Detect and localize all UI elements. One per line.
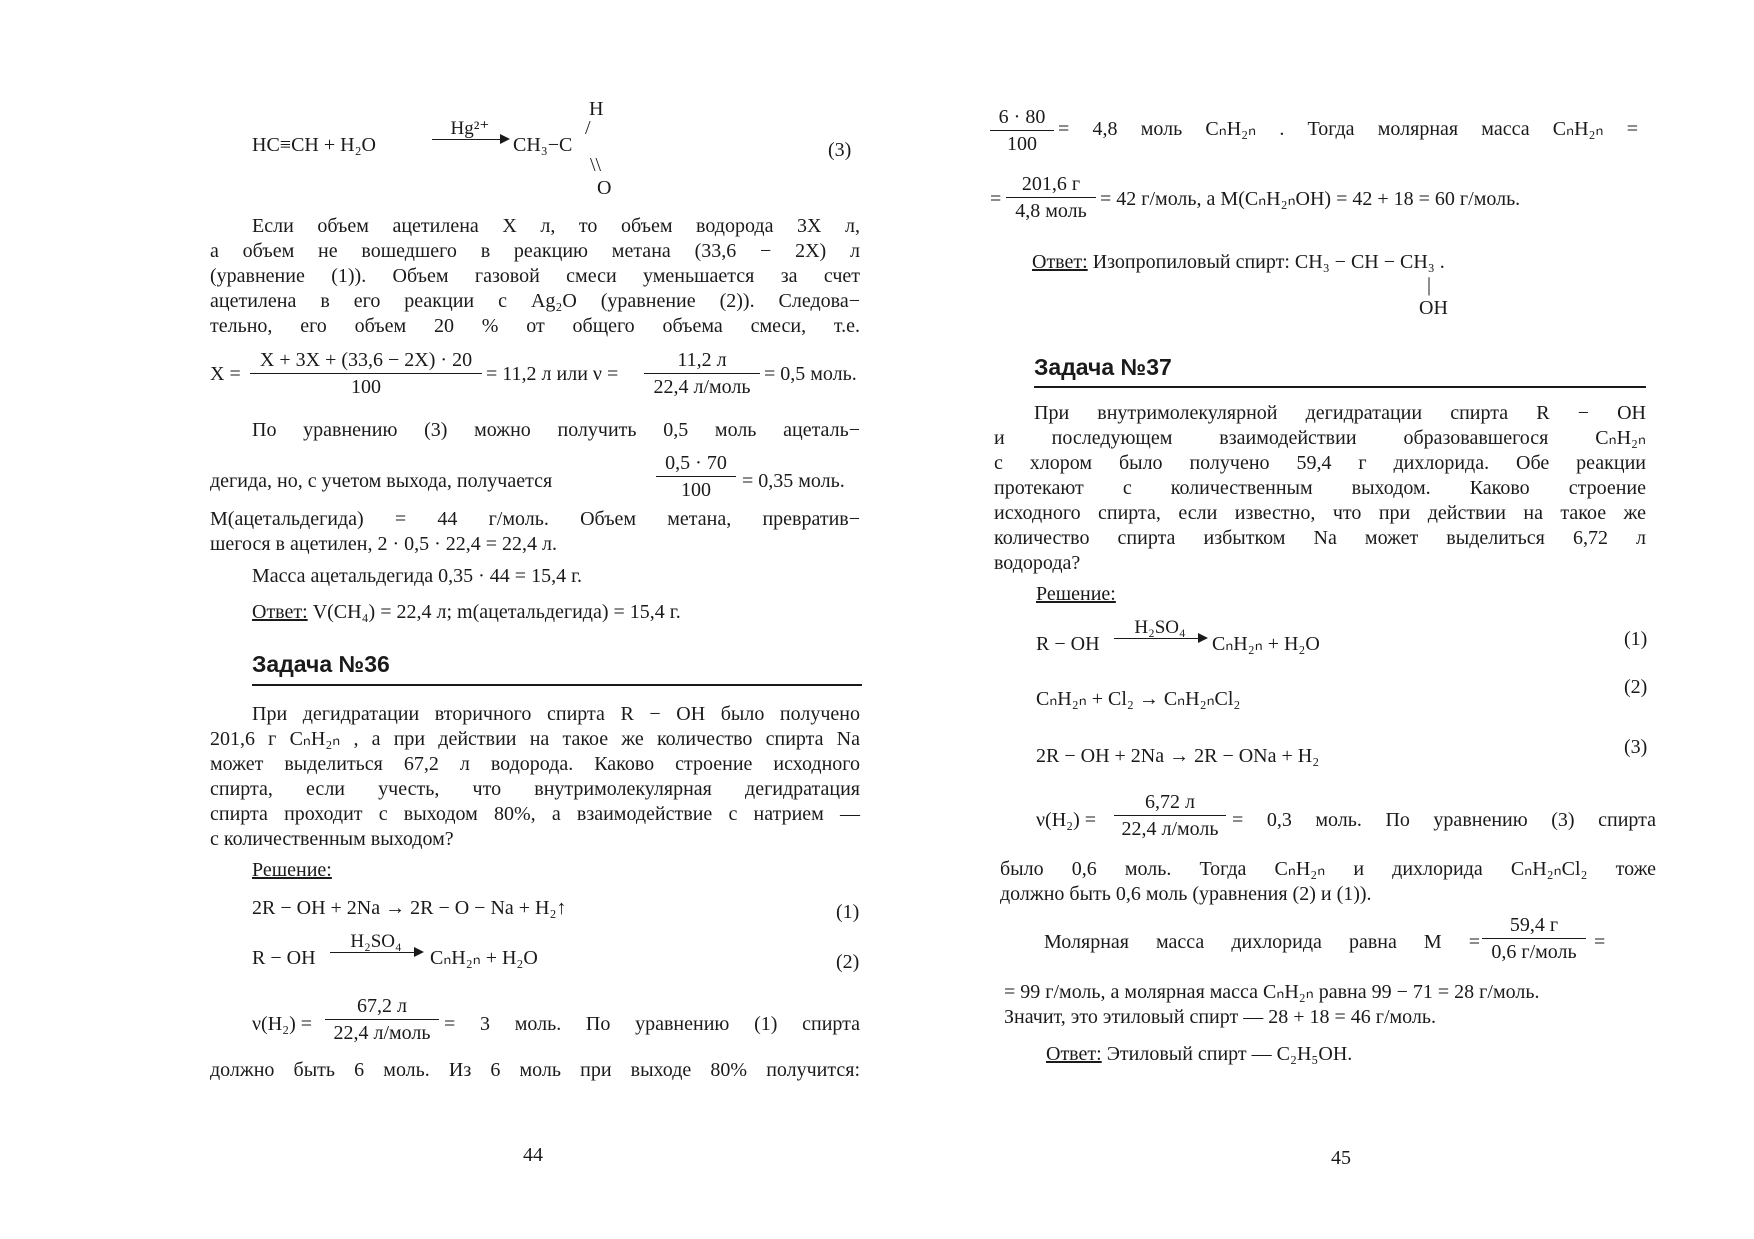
reaction-2-catalyst: H₂SO₄	[350, 931, 402, 952]
molar-fraction	[1006, 173, 1096, 222]
answer1-oh: OH	[1419, 297, 1448, 319]
yield-fraction	[656, 452, 736, 501]
answer1-text: Изопропиловый спирт: CH₃ − CH − CH₃ .	[1087, 251, 1445, 273]
calc1-v-denominator: 22,4 л/моль	[653, 376, 751, 398]
molar-mass-fraction	[1482, 914, 1586, 963]
nu-fraction	[325, 995, 439, 1044]
task37-line: количество спирта избытком Na может выделиться 6,72 л	[994, 527, 1646, 549]
right-top-tail: = 4,8 моль CₙH₂ₙ . Тогда молярная масса CₙH₂ₙ =	[1058, 118, 1638, 140]
molar-mass-lhs: Молярная масса дихлорида равна M =	[1044, 931, 1480, 953]
nu-lhs: ν(H₂) =	[252, 1013, 313, 1035]
left-p1-line: Если объем ацетилена X л, то объем водорода 3X л,	[252, 215, 860, 237]
left-p1-line: ацетилена в его реакции с Ag₂O (уравнение (2)). Следова−	[210, 290, 860, 312]
left-p4: Масса ацетальдегида 0,35 · 44 = 15,4 г.	[252, 565, 583, 587]
r37-1-catalyst: H₂SO₄	[1134, 617, 1186, 638]
yield-tail: = 0,35 моль.	[742, 470, 845, 492]
reaction-2-arrow	[330, 932, 422, 953]
task36-line: может выделиться 67,2 л водорода. Каково строение исходного	[210, 753, 860, 775]
eq3-o: O	[597, 177, 612, 199]
right-top-numerator: 6 · 80	[990, 106, 1054, 131]
calc1-x-fraction	[250, 349, 482, 398]
nu37-fraction	[1114, 791, 1226, 840]
task37-line: с хлором было получено 59,4 г дихлорида. Обе реакции	[994, 452, 1646, 474]
task37-line: и последующем взаимодействии образовавшегося CₙH₂ₙ	[994, 427, 1646, 449]
task37-title: Задача №37	[1034, 354, 1172, 380]
reaction-2-rhs: CₙH₂ₙ + H₂O	[430, 947, 538, 969]
yield-numerator: 0,5 · 70	[656, 452, 736, 477]
molar-denominator: 4,8 моль	[1015, 200, 1087, 222]
left-p3-line2: шегося в ацетилен, 2 · 0,5 · 22,4 = 22,4 л.	[210, 533, 558, 555]
calc1-x-numerator: X + 3X + (33,6 − 2X) · 20	[250, 349, 482, 374]
r37-1-rhs: CₙH₂ₙ + H₂O	[1212, 633, 1320, 655]
left-p1-line: (уравнение (1)). Объем газовой смеси уменьшается за счет	[210, 265, 860, 287]
nu-denominator: 22,4 л/моль	[333, 1022, 431, 1044]
right-p2-line: = 99 г/моль, а молярная масса CₙH₂ₙ равна 99 − 71 = 28 г/моль.	[1004, 981, 1540, 1003]
task36-line: с количественным выходом?	[210, 828, 454, 850]
nu37-denominator: 22,4 л/моль	[1121, 818, 1219, 840]
calc1-x-denominator: 100	[351, 376, 381, 398]
nu-tail: = 3 моль. По уравнению (1) спирта	[444, 1013, 860, 1035]
page-number-left: 44	[523, 1144, 543, 1166]
nu37-lhs: ν(H₂) =	[1036, 809, 1097, 831]
nu37-tail: = 0,3 моль. По уравнению (3) спирта	[1232, 809, 1656, 831]
task36-divider	[252, 684, 862, 686]
molar-tail: = 42 г/моль, а M(CₙH₂ₙOH) = 42 + 18 = 60 г/моль.	[1100, 188, 1521, 210]
answer2-text: Этиловый спирт — C₂H₅OH.	[1101, 1043, 1353, 1065]
left-p2-line2: дегида, но, с учетом выхода, получается	[210, 470, 553, 492]
left-last-line: должно быть 6 моль. Из 6 моль при выходе 80% получится:	[210, 1059, 860, 1081]
eq3-catalyst: Hg²⁺	[450, 118, 490, 139]
eq3-arrow	[432, 119, 508, 140]
right-p2-line: Значит, это этиловый спирт — 28 + 18 = 46 г/моль.	[1004, 1006, 1437, 1028]
task36-line: спирта, если учесть, что внутримолекулярная дегидратация	[210, 778, 860, 800]
reaction-2-number: (2)	[836, 951, 860, 973]
task37-line: водорода?	[994, 552, 1081, 574]
task37-line: При внутримолекулярной дегидратации спирта R − OH	[1034, 402, 1646, 424]
reaction-2-lhs: R − OH	[252, 947, 316, 969]
molar-mass-numerator: 59,4 г	[1482, 914, 1586, 939]
task36-line: При дегидратации вторичного спирта R − OH было получено	[252, 703, 860, 725]
right-top-fraction	[990, 106, 1054, 155]
reaction-1: 2R − OH + 2Na → 2R − O − Na + H₂↑	[252, 897, 567, 919]
task37-line: протекают с количественным выходом. Каково строение	[994, 477, 1646, 499]
molar-eq: =	[990, 188, 1002, 210]
r37-3-number: (3)	[1624, 736, 1648, 758]
nu37-numerator: 6,72 л	[1114, 791, 1226, 816]
eq3-rhs: CH₃−C	[513, 134, 573, 156]
r37-2: CₙH₂ₙ + Cl₂ → CₙH₂ₙCl₂	[1036, 688, 1241, 710]
solution-label-right: Решение:	[1036, 583, 1116, 605]
right-p1-line: должно быть 0,6 моль (уравнения (2) и (1)).	[1000, 883, 1372, 905]
answer1-label: Ответ:	[1032, 251, 1088, 273]
answer-label: Ответ:	[252, 601, 308, 623]
reaction-1-number: (1)	[836, 901, 860, 923]
left-p2-line1: По уравнению (3) можно получить 0,5 моль ацеталь−	[252, 419, 860, 441]
solution-label: Решение:	[252, 859, 332, 881]
calc1-x-eq: X =	[210, 363, 241, 385]
answer-37-prev	[1032, 250, 1445, 274]
eq3-number: (3)	[828, 139, 852, 161]
page-number-right: 45	[1331, 1147, 1351, 1169]
molar-mass-tail: =	[1594, 931, 1606, 953]
nu-numerator: 67,2 л	[325, 995, 439, 1020]
right-top-denominator: 100	[1007, 133, 1037, 155]
task36-title: Задача №36	[252, 651, 390, 677]
calc1-tail: = 0,5 моль.	[764, 363, 857, 385]
eq3-h: H	[589, 98, 604, 120]
answer-text: V(CH₄) = 22,4 л; m(ацетальдегида) = 15,4 г.	[307, 601, 681, 623]
answer-37	[1046, 1042, 1352, 1066]
r37-1-lhs: R − OH	[1036, 633, 1100, 655]
r37-1-arrow	[1114, 618, 1206, 639]
molar-numerator: 201,6 г	[1006, 173, 1096, 198]
eq3-double-bond: \\	[590, 154, 602, 176]
calc1-v-fraction	[644, 349, 760, 398]
calc1-v-numerator: 11,2 л	[644, 349, 760, 374]
task36-line: 201,6 г CₙH₂ₙ , а при действии на такое же количество спирта Na	[210, 728, 860, 750]
eq3-lhs: HC≡CH + H₂O	[252, 134, 376, 156]
calc1-mid: = 11,2 л или ν =	[486, 363, 619, 385]
r37-2-number: (2)	[1624, 676, 1648, 698]
r37-3: 2R − OH + 2Na → 2R − ONa + H₂	[1036, 745, 1320, 767]
answer-36-prev	[252, 600, 681, 624]
molar-mass-denominator: 0,6 г/моль	[1491, 941, 1577, 963]
right-p1-line: было 0,6 моль. Тогда CₙH₂ₙ и дихлорида CₙH₂ₙCl₂ тоже	[1000, 858, 1656, 880]
yield-denominator: 100	[681, 479, 711, 501]
left-p1-line: тельно, его объем 20 % от общего объема смеси, т.е.	[210, 315, 860, 337]
task36-line: спирта проходит с выходом 80%, а взаимодействие с натрием —	[210, 803, 860, 825]
answer1-bond: |	[1427, 274, 1432, 296]
answer2-label: Ответ:	[1046, 1043, 1102, 1065]
task37-line: исходного спирта, если известно, что при действии на такое же	[994, 502, 1646, 524]
r37-1-number: (1)	[1624, 628, 1648, 650]
eq3-slash: /	[585, 117, 591, 139]
left-p1-line: а объем не вошедшего в реакцию метана (33,6 − 2X) л	[210, 240, 860, 262]
left-p3-line1: M(ацетальдегида) = 44 г/моль. Объем метана, превратив−	[210, 508, 860, 530]
task37-divider	[1034, 386, 1646, 388]
